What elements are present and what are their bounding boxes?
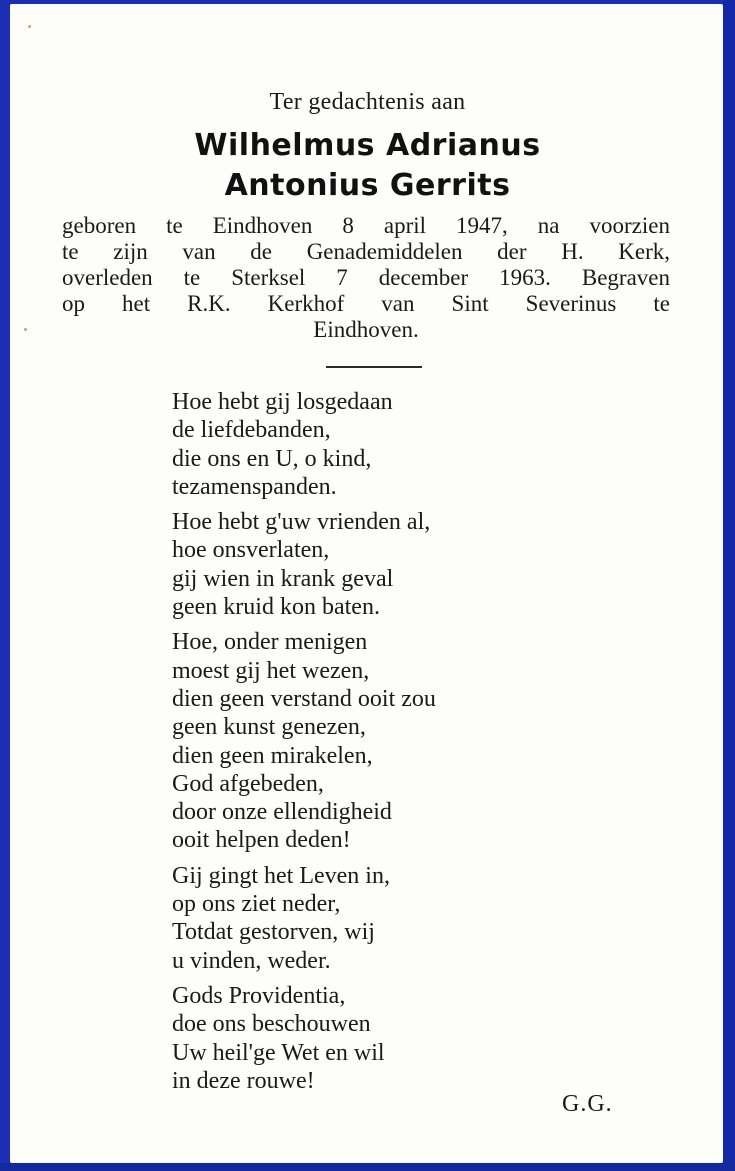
poem-stanza [172, 388, 592, 501]
poem-stanza [172, 508, 592, 621]
divider-rule [326, 366, 422, 368]
poem-line: ooit helpen deden! [172, 827, 351, 854]
poem-line: geen kruid kon baten. [172, 594, 380, 621]
paper-speck [28, 25, 31, 28]
poem-line: Hoe, onder menigen [172, 629, 368, 656]
poem-line: Gij gingt het Leven in, [172, 862, 390, 889]
deceased-name-line-2: Antonius Gerrits [224, 168, 511, 203]
poem-line: geen kunst genezen, [172, 714, 366, 741]
poem-line: de liefdebanden, [172, 417, 331, 444]
poem-line: Uw heil'ge Wet en wil [172, 1039, 385, 1066]
card-border-bottom [0, 1163, 735, 1171]
poem-line: God afgebeden, [172, 770, 324, 797]
poem-line: in deze rouwe! [172, 1067, 315, 1094]
poem-line: tezamenspanden. [172, 473, 337, 500]
bio-line: op het R.K. Kerkhof van Sint Severinus te [62, 291, 670, 316]
bio-line: te zijn van de Genademiddelen der H. Kerk, [62, 239, 670, 264]
bio-line: Eindhoven. [313, 317, 419, 342]
poem [172, 388, 592, 1102]
signature-initials: G.G. [562, 1091, 613, 1117]
poem-line: Gods Providentia, [172, 982, 346, 1009]
poem-line: op ons ziet neder, [172, 891, 341, 918]
poem-stanza [172, 862, 592, 975]
poem-line: doe ons beschouwen [172, 1011, 371, 1038]
poem-line: die ons en U, o kind, [172, 445, 372, 472]
paper-speck [24, 328, 27, 331]
poem-stanza [172, 628, 592, 854]
poem-line: dien geen verstand ooit zou [172, 685, 436, 712]
poem-line: u vinden, weder. [172, 947, 331, 974]
poem-line: Hoe hebt g'uw vrienden al, [172, 509, 431, 536]
poem-line: Totdat gestorven, wij [172, 919, 375, 946]
poem-line: moest gij het wezen, [172, 657, 370, 684]
poem-line: hoe onsverlaten, [172, 537, 330, 564]
poem-line: door onze ellendigheid [172, 799, 392, 826]
intro-line: Ter gedachtenis aan [269, 89, 466, 115]
bio-line: geboren te Eindhoven 8 april 1947, na voorzien [62, 213, 670, 238]
bio-line: overleden te Sterksel 7 december 1963. Begraven [62, 265, 670, 290]
poem-line: gij wien in krank geval [172, 565, 394, 592]
deceased-name-line-1: Wilhelmus Adrianus [194, 128, 541, 163]
poem-stanza [172, 982, 592, 1095]
poem-line: Hoe hebt gij losgedaan [172, 389, 393, 415]
biography [62, 213, 670, 343]
poem-line: dien geen mirakelen, [172, 742, 373, 769]
